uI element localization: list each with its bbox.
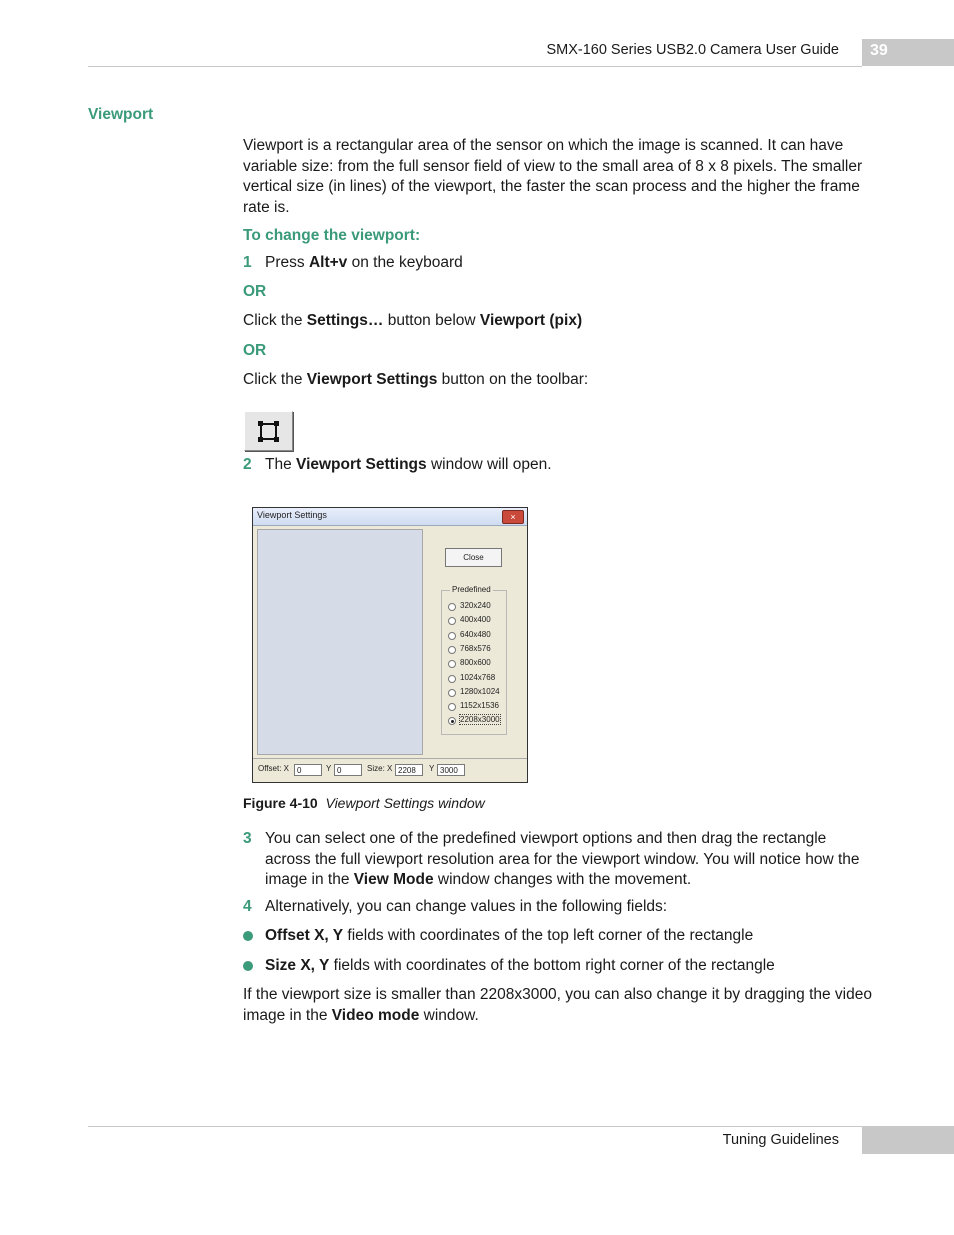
bullet-icon: [243, 931, 253, 941]
bullet-keyword: Offset X, Y: [265, 927, 344, 944]
step-number: 2: [243, 456, 252, 473]
keyword: Viewport Settings: [306, 371, 438, 388]
viewport-settings-toolbar-button[interactable]: [244, 411, 293, 451]
footer-divider: [88, 1126, 862, 1127]
bullet-keyword: Size X, Y: [265, 957, 330, 974]
radio-label: 768x576: [460, 643, 491, 653]
window-title: Viewport Settings: [257, 510, 327, 520]
bullet-text: fields with coordinates of the bottom right corner of the rectangle: [329, 957, 775, 974]
radio-label: 320x240: [460, 601, 491, 610]
radio-icon[interactable]: [448, 632, 456, 640]
step-text: on the keyboard: [347, 254, 463, 271]
close-button[interactable]: Close: [445, 548, 502, 567]
bullet-icon: [243, 961, 253, 971]
radio-option[interactable]: [448, 715, 518, 727]
radio-option[interactable]: [448, 615, 518, 627]
step-number: 3: [243, 830, 252, 847]
viewport-settings-icon: [245, 412, 292, 450]
radio-icon[interactable]: [448, 689, 456, 697]
figure-title: Viewport Settings window: [325, 795, 485, 811]
text: window.: [419, 1006, 479, 1024]
group-label: Predefined: [452, 585, 491, 594]
header-divider: [88, 66, 862, 67]
radio-option[interactable]: [448, 687, 518, 699]
step-text: The: [265, 456, 297, 473]
radio-icon[interactable]: [448, 617, 456, 625]
radio-icon[interactable]: [448, 646, 456, 654]
keyword: Video mode: [331, 1006, 420, 1024]
or-label: OR: [243, 283, 267, 300]
viewport-settings-window: [252, 507, 528, 783]
radio-icon[interactable]: [448, 675, 456, 683]
radio-option[interactable]: [448, 601, 518, 613]
radio-icon[interactable]: [448, 717, 456, 725]
text: Click the: [243, 312, 307, 329]
step-keyword: View Mode: [353, 871, 434, 888]
offset-x-field[interactable]: 0: [294, 764, 322, 776]
window-titlebar: [253, 508, 527, 526]
close-icon[interactable]: ×: [502, 510, 524, 524]
figure-number: Figure 4-10: [243, 795, 318, 811]
radio-option[interactable]: [448, 644, 518, 656]
radio-label: 640x480: [460, 629, 491, 639]
keyword: Settings…: [306, 312, 384, 329]
text: If the viewport size is smaller than 2208x3000, you can also change it by dragging the video image in the: [243, 986, 872, 1024]
subheading: To change the viewport:: [243, 227, 421, 244]
size-y-field[interactable]: 3000: [437, 764, 465, 776]
step-text: Press: [265, 254, 309, 271]
figure-caption: [243, 795, 485, 811]
offset-y-field[interactable]: 0: [334, 764, 362, 776]
offset-y-label: Y: [326, 764, 332, 773]
radio-icon[interactable]: [448, 603, 456, 611]
keyword: Viewport (pix): [479, 312, 583, 329]
final-paragraph: [243, 985, 873, 1026]
step-number: 4: [243, 898, 252, 915]
alt-instruction-2: [243, 371, 588, 389]
footer-text: Tuning Guidelines: [722, 1132, 839, 1148]
radio-label: 400x400: [460, 615, 491, 625]
radio-label: 1152x1536: [460, 701, 499, 711]
page-number: 39: [870, 42, 888, 59]
size-y-label: Y: [429, 764, 435, 773]
step-text: window will open.: [426, 456, 552, 473]
step-text: window changes with the movement.: [433, 871, 692, 888]
step-number: 1: [243, 254, 252, 271]
size-x-field[interactable]: 2208: [395, 764, 423, 776]
step-keyword: Alt+v: [308, 254, 348, 271]
radio-icon[interactable]: [448, 660, 456, 668]
radio-option[interactable]: [448, 701, 518, 713]
text: Click the: [243, 371, 307, 388]
predefined-group: [441, 585, 507, 735]
step-text: You can select one of the predefined viewport options and then drag the rectangle across the full viewport resolution area for the viewport window. You will notice how the image in the: [265, 830, 860, 888]
radio-option[interactable]: [448, 673, 518, 685]
radio-option[interactable]: [448, 630, 518, 642]
text: button below: [383, 312, 480, 329]
footer-box: [862, 1126, 954, 1154]
step-keyword: Viewport Settings: [296, 456, 427, 473]
offset-label: Offset: X: [258, 764, 289, 773]
header-title: SMX-160 Series USB2.0 Camera User Guide: [546, 42, 839, 58]
size-label: Size: X: [367, 764, 393, 773]
section-title: Viewport: [88, 106, 154, 123]
alt-instruction-1: [243, 312, 582, 330]
radio-label: 1024x768: [460, 672, 496, 682]
or-label: OR: [243, 342, 267, 359]
radio-option[interactable]: [448, 658, 518, 670]
intro-paragraph: Viewport is a rectangular area of the sensor on which the image is scanned. It can have variable size: from the full sensor field of view to the small area of 8 x 8 pixels. The smaller vertical size (in lines) of the viewport, the faster the scan process and the higher the frame rate is.: [243, 137, 863, 216]
page-number-box: [862, 39, 954, 66]
text: button on the toolbar:: [437, 371, 589, 388]
bullet-text: fields with coordinates of the top left corner of the rectangle: [343, 927, 754, 944]
step-text: Alternatively, you can change values in the following fields:: [265, 898, 668, 915]
radio-label: 800x600: [460, 658, 491, 668]
radio-label: 1280x1024: [460, 686, 500, 696]
divider: [253, 758, 527, 759]
radio-label: 2208x3000: [460, 715, 500, 725]
viewport-area[interactable]: [257, 529, 423, 755]
radio-icon[interactable]: [448, 703, 456, 711]
